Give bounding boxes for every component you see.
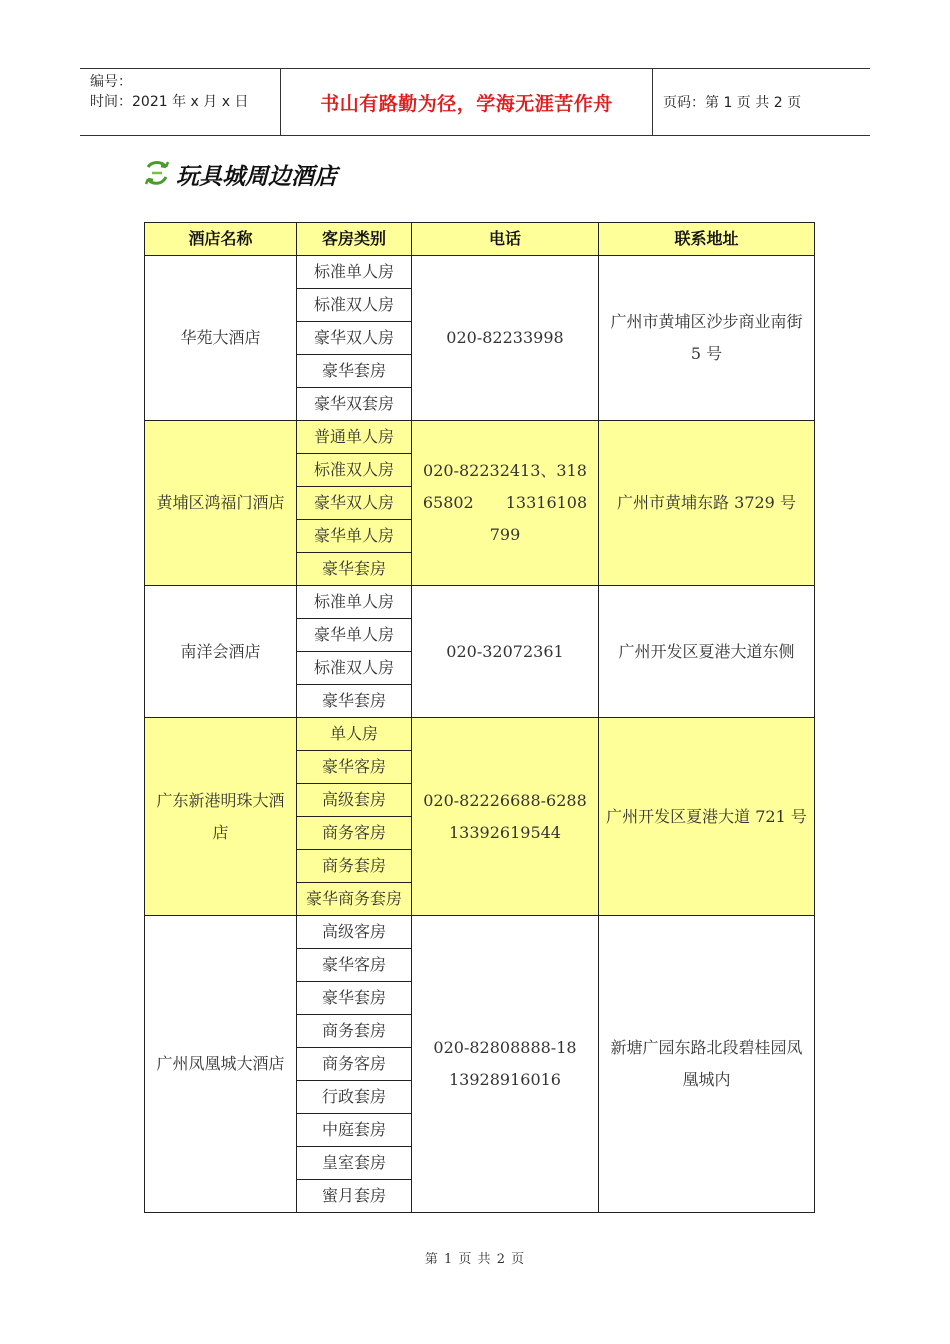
room-type: 标准双人房	[297, 454, 412, 487]
page-title: 玩具城周边酒店	[176, 162, 337, 190]
room-type: 单人房	[297, 718, 412, 751]
room-type: 蜜月套房	[297, 1180, 412, 1213]
room-type: 商务客房	[297, 817, 412, 850]
hotel-phone: 020-82808888-18 13928916016	[412, 916, 599, 1213]
hotel-name: 广东新港明珠大酒店	[145, 718, 297, 916]
page-header	[80, 68, 870, 136]
room-type: 豪华套房	[297, 982, 412, 1015]
hotel-address: 广州开发区夏港大道东侧	[599, 586, 815, 718]
table-row	[145, 586, 815, 619]
room-type: 标准单人房	[297, 256, 412, 289]
room-type: 豪华双人房	[297, 322, 412, 355]
number-label: 编号：	[90, 74, 132, 90]
hotel-name: 黄埔区鸿福门酒店	[145, 421, 297, 586]
room-type: 商务客房	[297, 1048, 412, 1081]
room-type: 商务套房	[297, 1015, 412, 1048]
table-row	[145, 916, 815, 949]
room-type: 豪华客房	[297, 751, 412, 784]
column-header-phone: 电话	[412, 223, 599, 256]
room-type: 皇室套房	[297, 1147, 412, 1180]
room-type: 中庭套房	[297, 1114, 412, 1147]
page-label: 页码：第 1 页 共 2 页	[663, 95, 802, 111]
room-type: 标准单人房	[297, 586, 412, 619]
hotel-address: 广州市黄埔区沙步商业南街 5 号	[599, 256, 815, 421]
room-type: 豪华双人房	[297, 487, 412, 520]
hotel-name: 南洋会酒店	[145, 586, 297, 718]
header-meta	[80, 69, 281, 135]
room-type: 豪华套房	[297, 355, 412, 388]
room-type: 豪华单人房	[297, 520, 412, 553]
hotel-phone: 020-82226688-6288 13392619544	[412, 718, 599, 916]
room-type: 豪华客房	[297, 949, 412, 982]
hotel-phone-text: 020-82232413、31865802 13316108799	[422, 461, 588, 544]
room-type: 豪华单人房	[297, 619, 412, 652]
room-type: 豪华套房	[297, 685, 412, 718]
table-row	[145, 718, 815, 751]
room-type: 标准双人房	[297, 289, 412, 322]
recycle-arrows-icon	[142, 159, 172, 189]
hotel-name: 广州凤凰城大酒店	[145, 916, 297, 1213]
room-type: 普通单人房	[297, 421, 412, 454]
hotel-address: 广州市黄埔东路 3729 号	[599, 421, 815, 586]
column-header-address: 联系地址	[599, 223, 815, 256]
room-type: 豪华双套房	[297, 388, 412, 421]
motto: 书山有路勤为径，学海无涯苦作舟	[281, 69, 653, 135]
table-header-row	[145, 223, 815, 256]
room-type: 豪华套房	[297, 553, 412, 586]
hotel-phone	[412, 421, 599, 586]
column-header-rooms: 客房类别	[297, 223, 412, 256]
hotel-phone: 020-82233998	[412, 256, 599, 421]
room-type: 豪华商务套房	[297, 883, 412, 916]
section-title	[142, 156, 337, 192]
table-row	[145, 256, 815, 289]
time-label: 时间：2021 年 x 月 x 日	[90, 94, 249, 110]
room-type: 高级客房	[297, 916, 412, 949]
hotel-address: 广州开发区夏港大道 721 号	[599, 718, 815, 916]
column-header-name: 酒店名称	[145, 223, 297, 256]
room-type: 高级套房	[297, 784, 412, 817]
room-type: 标准双人房	[297, 652, 412, 685]
hotel-phone: 020-32072361	[412, 586, 599, 718]
room-type: 商务套房	[297, 850, 412, 883]
room-type: 行政套房	[297, 1081, 412, 1114]
page-footer: 第 1 页 共 2 页	[424, 1252, 526, 1267]
table-row	[145, 421, 815, 454]
hotel-address: 新塘广园东路北段碧桂园凤凰城内	[599, 916, 815, 1213]
hotel-name: 华苑大酒店	[145, 256, 297, 421]
hotel-table	[144, 222, 815, 1213]
